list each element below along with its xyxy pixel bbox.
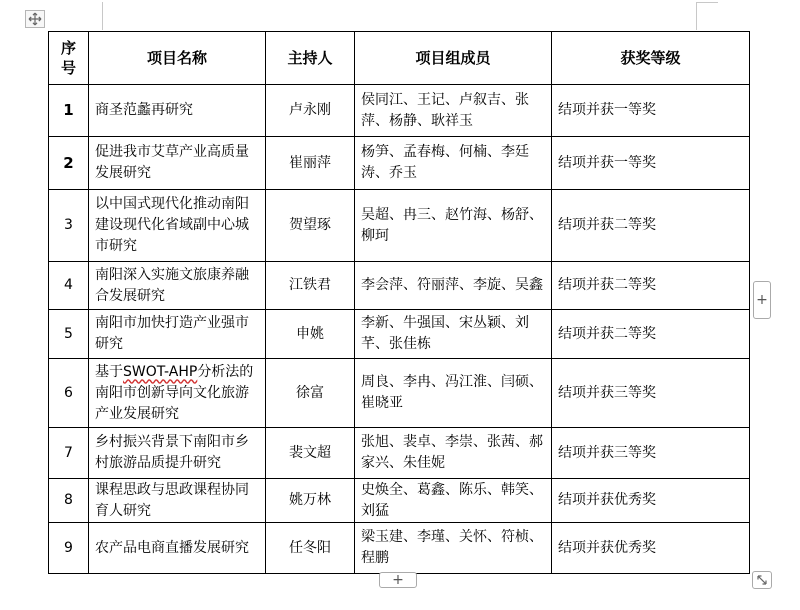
cell-members[interactable]: 吴超、冉三、赵竹海、杨舒、柳珂 (355, 190, 552, 262)
table-row (49, 359, 750, 428)
spellcheck-underlined-term[interactable]: SWOT-AHP (123, 363, 198, 380)
header-host[interactable]: 主持人 (266, 32, 355, 85)
table-row (49, 190, 750, 262)
cell-host[interactable]: 申姚 (266, 310, 355, 359)
table-row (49, 262, 750, 310)
cell-award[interactable]: 结项并获三等奖 (552, 359, 750, 428)
cell-project-name[interactable]: 南阳深入实施文旅康养融合发展研究 (89, 262, 266, 310)
cell-members[interactable]: 杨笋、孟春梅、何楠、李廷涛、乔玉 (355, 137, 552, 190)
table-resize-handle[interactable] (752, 571, 772, 589)
cell-host[interactable]: 贺望琢 (266, 190, 355, 262)
cell-no[interactable]: 2 (49, 137, 89, 190)
cell-no[interactable]: 4 (49, 262, 89, 310)
table-row (49, 428, 750, 479)
header-members[interactable]: 项目组成员 (355, 32, 552, 85)
cell-host[interactable]: 崔丽萍 (266, 137, 355, 190)
cell-award[interactable]: 结项并获优秀奖 (552, 523, 750, 574)
cell-members[interactable]: 李新、牛强国、宋丛颖、刘芊、张佳栋 (355, 310, 552, 359)
table-header-row (49, 32, 750, 85)
add-row-button[interactable] (379, 572, 417, 588)
cell-award[interactable]: 结项并获二等奖 (552, 310, 750, 359)
cell-award[interactable]: 结项并获三等奖 (552, 428, 750, 479)
cell-project-name[interactable]: 农产品电商直播发展研究 (89, 523, 266, 574)
table-row (49, 479, 750, 523)
cell-host[interactable]: 任冬阳 (266, 523, 355, 574)
awards-table[interactable] (48, 31, 750, 574)
cell-members[interactable]: 周良、李冉、冯江淮、闫硕、崔晓亚 (355, 359, 552, 428)
cell-host[interactable]: 姚万林 (266, 479, 355, 523)
cell-no[interactable]: 8 (49, 479, 89, 523)
margin-guide-top (696, 2, 718, 3)
cell-members[interactable]: 梁玉建、李瑾、关怀、符桢、程鹏 (355, 523, 552, 574)
resize-icon (756, 574, 768, 586)
cell-members[interactable]: 张旭、裴卓、李崇、张茜、郝家兴、朱佳妮 (355, 428, 552, 479)
header-award[interactable]: 获奖等级 (552, 32, 750, 85)
cell-award[interactable]: 结项并获二等奖 (552, 190, 750, 262)
cell-project-name[interactable]: 以中国式现代化推动南阳建设现代化省域副中心城市研究 (89, 190, 266, 262)
move-icon (28, 12, 42, 26)
table-row (49, 137, 750, 190)
table-row (49, 523, 750, 574)
table-move-handle[interactable] (25, 10, 45, 28)
margin-guide-right (696, 2, 697, 30)
cell-no[interactable]: 1 (49, 85, 89, 137)
cell-project-name[interactable]: 南阳市加快打造产业强市研究 (89, 310, 266, 359)
name-suffix: 分析法的南阳市创新导向文化旅游产业发展研究 (95, 363, 254, 422)
cell-members[interactable]: 李会萍、符丽萍、李旋、吴鑫 (355, 262, 552, 310)
cell-project-name[interactable]: 促进我市艾草产业高质量发展研究 (89, 137, 266, 190)
cell-host[interactable]: 裴文超 (266, 428, 355, 479)
cell-project-name[interactable]: 商圣范蠡再研究 (89, 85, 266, 137)
cell-members[interactable]: 侯同江、王记、卢叙吉、张萍、杨静、耿祥玉 (355, 85, 552, 137)
cell-host[interactable]: 江铁君 (266, 262, 355, 310)
cell-award[interactable]: 结项并获一等奖 (552, 137, 750, 190)
cell-project-name[interactable]: 乡村振兴背景下南阳市乡村旅游品质提升研究 (89, 428, 266, 479)
table-row (49, 85, 750, 137)
name-prefix: 基于 (95, 363, 123, 380)
cell-host[interactable]: 徐富 (266, 359, 355, 428)
header-no[interactable]: 序 号 (49, 32, 89, 85)
cell-no[interactable]: 7 (49, 428, 89, 479)
cell-no[interactable]: 3 (49, 190, 89, 262)
cell-members[interactable]: 史焕全、葛鑫、陈乐、韩笑、刘猛 (355, 479, 552, 523)
margin-guide-left (102, 2, 103, 30)
add-column-button[interactable] (753, 281, 771, 319)
header-name[interactable]: 项目名称 (89, 32, 266, 85)
cell-project-name[interactable] (89, 359, 266, 428)
cell-award[interactable]: 结项并获优秀奖 (552, 479, 750, 523)
cell-host[interactable]: 卢永刚 (266, 85, 355, 137)
cell-no[interactable]: 9 (49, 523, 89, 574)
table-row (49, 310, 750, 359)
cell-no[interactable]: 6 (49, 359, 89, 428)
cell-project-name[interactable]: 课程思政与思政课程协同育人研究 (89, 479, 266, 523)
plus-icon: + (392, 572, 404, 588)
cell-award[interactable]: 结项并获二等奖 (552, 262, 750, 310)
cell-award[interactable]: 结项并获一等奖 (552, 85, 750, 137)
plus-icon: + (756, 292, 768, 308)
cell-no[interactable]: 5 (49, 310, 89, 359)
